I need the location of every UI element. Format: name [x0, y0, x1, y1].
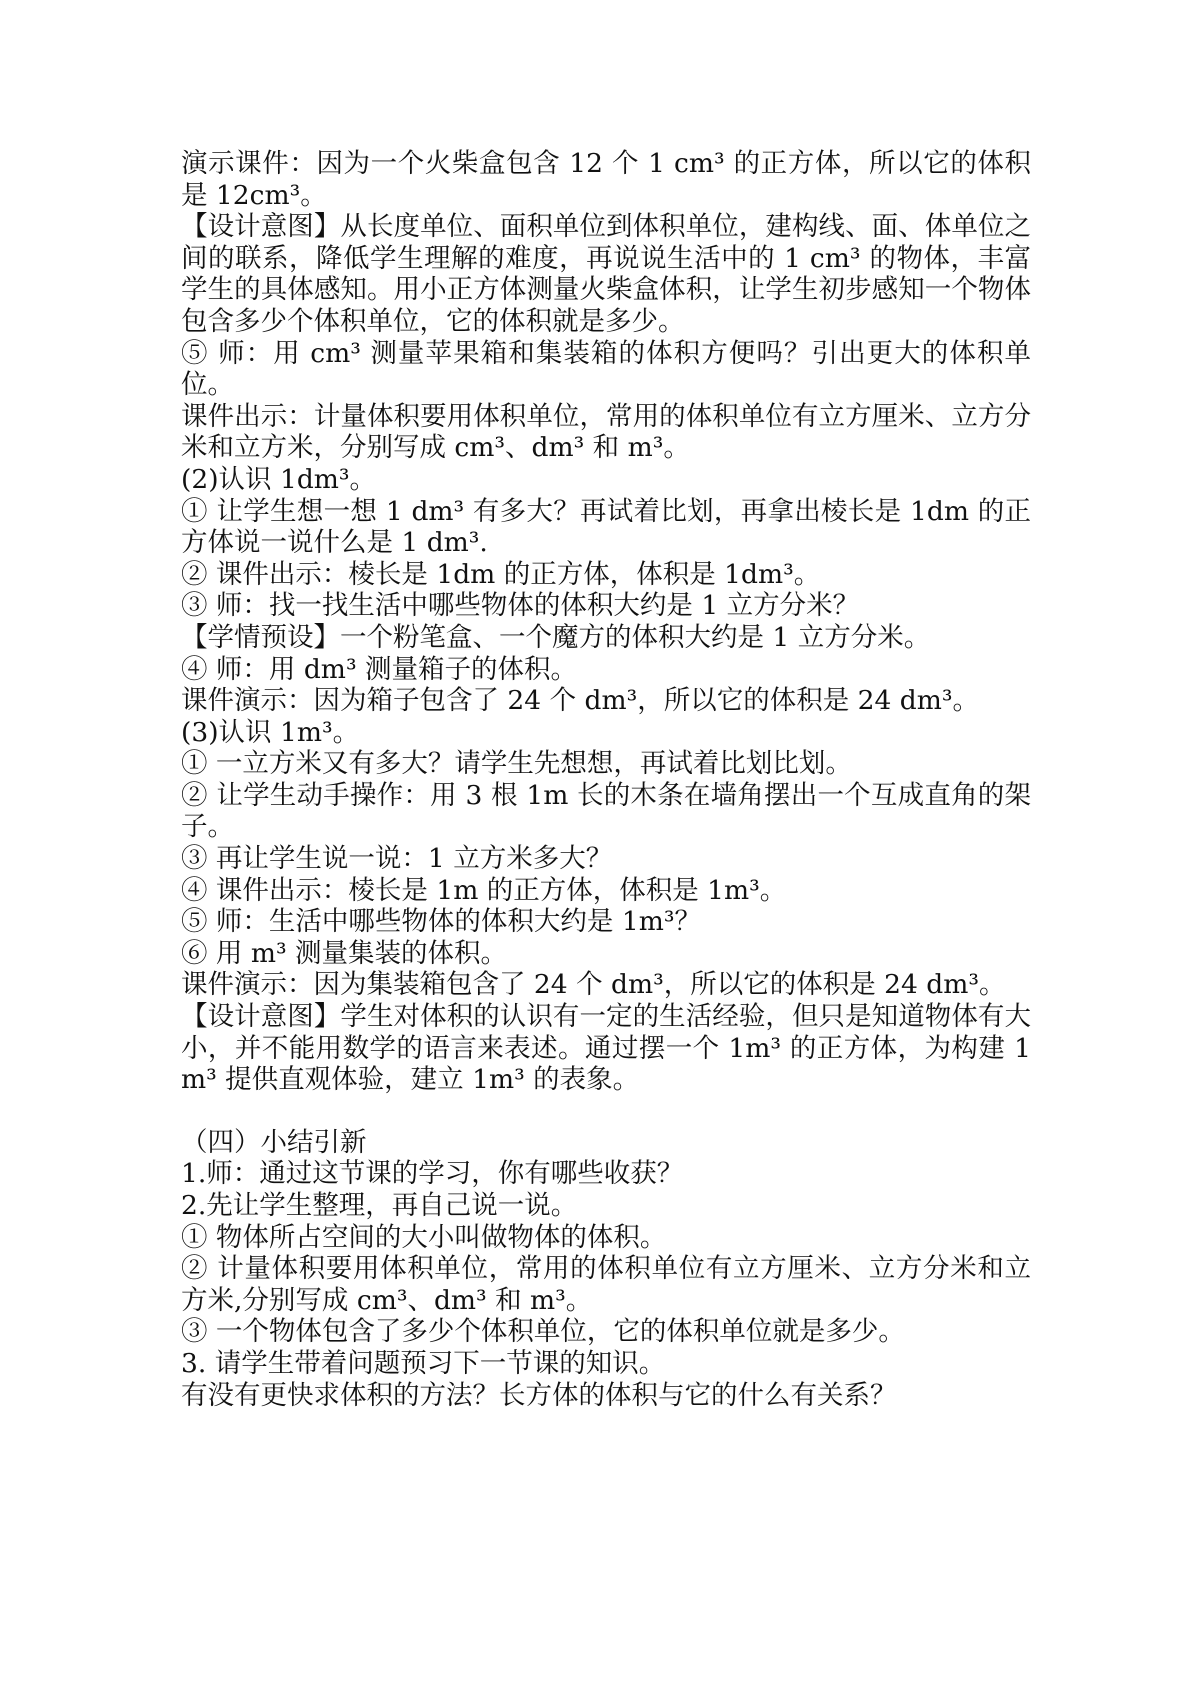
- paragraph-dm3-step-2: ② 课件出示：棱长是 1dm 的正方体，体积是 1dm³。: [181, 558, 821, 590]
- paragraph-summary-point-3: ③ 一个物体包含了多少个体积单位，它的体积单位就是多少。: [181, 1316, 905, 1348]
- paragraph-m3-step-6: ⑥ 用 m³ 测量集装的体积。: [181, 937, 508, 969]
- document-body: [181, 148, 1031, 1411]
- paragraph-courseware-units: 课件出示：计量体积要用体积单位，常用的体积单位有立方厘米、立方分米和立方米，分别写成 cm³、dm³ 和 m³。: [181, 400, 1031, 464]
- paragraph-m3-step-4: ④ 课件出示：棱长是 1m 的正方体，体积是 1m³。: [181, 874, 787, 906]
- paragraph-m3-step-2: ② 让学生动手操作：用 3 根 1m 长的木条在墙角摆出一个互成直角的架子。: [181, 779, 1031, 843]
- paragraph-summary-point-2: ② 计量体积要用体积单位，常用的体积单位有立方厘米、立方分米和立方米,分别写成 cm³、dm³ 和 m³。: [181, 1253, 1031, 1316]
- heading-know-1dm3: (2)认识 1dm³。: [181, 463, 377, 495]
- paragraph-m3-step-5: ⑤ 师：生活中哪些物体的体积大约是 1m³？: [181, 906, 701, 938]
- paragraph-courseware-container: 课件演示：因为集装箱包含了 24 个 dm³，所以它的体积是 24 dm³。: [181, 969, 1006, 1001]
- paragraph-summary-2: 2.先让学生整理，再自己说一说。: [181, 1190, 578, 1221]
- paragraph-m3-step-1: ① 一立方米又有多大？请学生先想想，再试着比划比划。: [181, 748, 852, 780]
- paragraph-summary-3: 3. 请学生带着问题预习下一节课的知识。: [181, 1347, 666, 1379]
- paragraph-dm3-step-3: ③ 师：找一找生活中哪些物体的体积大约是 1 立方分米？: [181, 590, 860, 622]
- paragraph-design-intent-1: 【设计意图】从长度单位、面积单位到体积单位，建构线、面、体单位之间的联系，降低学生理解的难度，再说说生活中的 1 cm³ 的物体，丰富学生的具体感知。用小正方体测量火柴盒体积，让学生初步感知一个物体包含多少个体积单位，它的体积就是多少。: [181, 211, 1031, 337]
- heading-know-1m3: (3)认识 1m³。: [181, 716, 360, 748]
- paragraph-dm3-step-4: ④ 师：用 dm³ 测量箱子的体积。: [181, 653, 577, 685]
- paragraph-summary-1: 1.师：通过这节课的学习，你有哪些收获？: [181, 1158, 684, 1190]
- paragraph-summary-point-1: ① 物体所占空间的大小叫做物体的体积。: [181, 1221, 667, 1253]
- section-spacer: [181, 1096, 1031, 1127]
- paragraph-courseware-box: 课件演示：因为箱子包含了 24 个 dm³，所以它的体积是 24 dm³。: [181, 685, 979, 717]
- paragraph-courseware-matchbox: 演示课件：因为一个火柴盒包含 12 个 1 cm³ 的正方体，所以它的体积是 12cm³。: [181, 148, 1031, 211]
- paragraph-final-question: 有没有更快求体积的方法？长方体的体积与它的什么有关系？: [181, 1379, 897, 1411]
- heading-summary-section: （四）小结引新: [181, 1126, 367, 1158]
- paragraph-step-5-larger-unit: ⑤ 师：用 cm³ 测量苹果箱和集装箱的体积方便吗？引出更大的体积单位。: [181, 337, 1031, 401]
- paragraph-dm3-step-1: ① 让学生想一想 1 dm³ 有多大？再试着比划，再拿出棱长是 1dm 的正方体说一说什么是 1 dm³.: [181, 495, 1031, 559]
- paragraph-learning-preset: 【学情预设】一个粉笔盒、一个魔方的体积大约是 1 立方分米。: [181, 621, 931, 653]
- paragraph-design-intent-2: 【设计意图】学生对体积的认识有一定的生活经验，但只是知道物体有大小，并不能用数学的语言来表述。通过摆一个 1m³ 的正方体，为构建 1m³ 提供直观体验，建立 1m³ 的表象。: [181, 1001, 1031, 1096]
- paragraph-m3-step-3: ③ 再让学生说一说：1 立方米多大？: [181, 843, 613, 875]
